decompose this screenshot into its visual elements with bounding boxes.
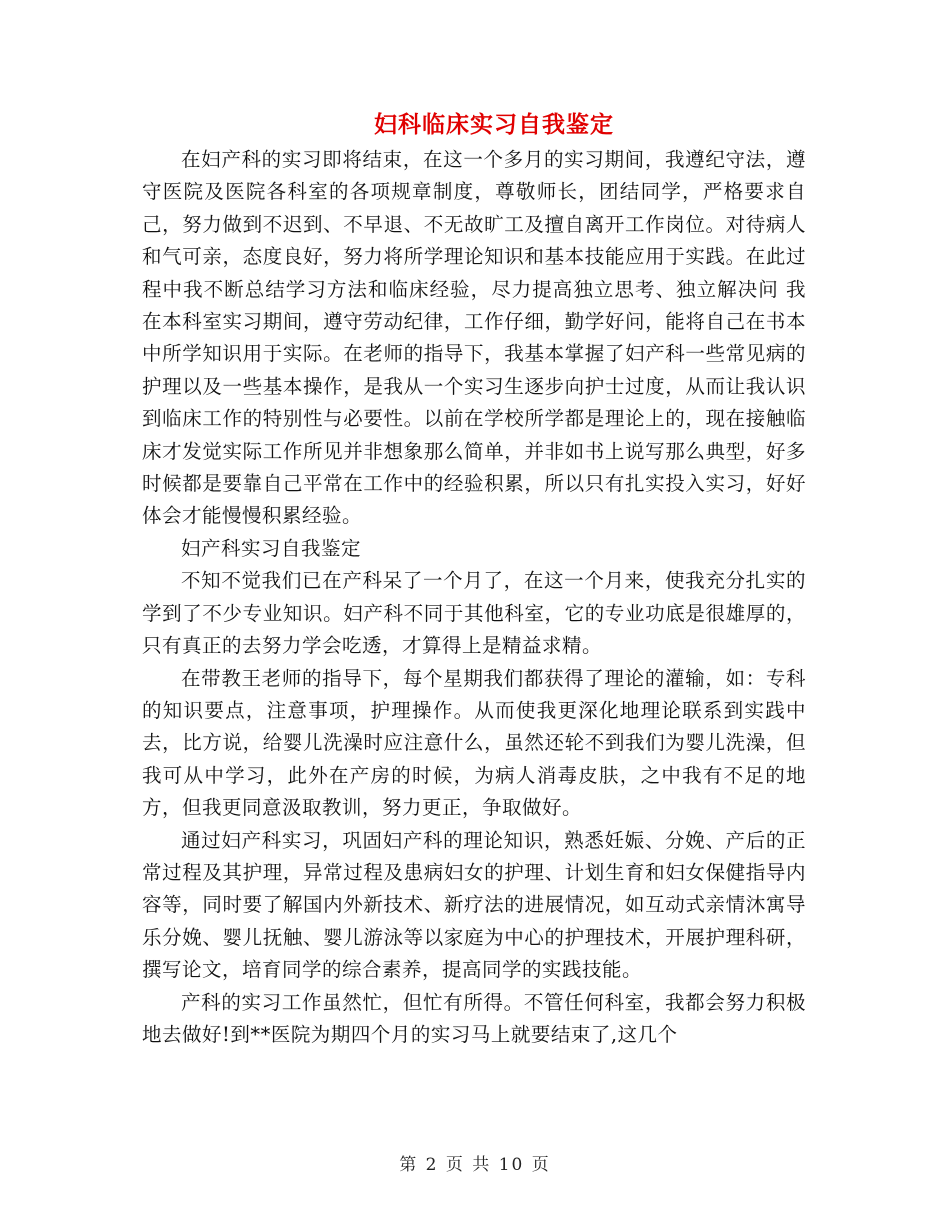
- paragraph-1: 在妇产科的实习即将结束，在这一个多月的实习期间，我遵纪守法，遵守医院及医院各科室的各项规章制度，尊敬师长，团结同学，严格要求自己，努力做到不迟到、不早退、不无故旷工及擅自离开工作岗位。对待病人和气可亲，态度良好，努力将所学理论知识和基本技能应用于实践。在此过程中我不断总结学习方法和临床经验，尽力提高独立思考、独立解决问 我在本科室实习期间，遵守劳动纪律，工作仔细，勤学好问，能将自己在书本中所学知识用于实际。在老师的指导下，我基本掌握了妇产科一些常见病的护理以及一些基本操作，是我从一个实习生逐步向护士过度，从而让我认识到临床工作的特别性与必要性。以前在学校所学都是理论上的，现在接触临床才发觉实际工作所见并非想象那么简单，并非如书上说写那么典型，好多时候都是要靠自己平常在工作中的经验积累，所以只有扎实投入实习，好好体会才能慢慢积累经验。: [142, 148, 806, 528]
- paragraph-2: 不知不觉我们已在产科呆了一个月了，在这一个月来，使我充分扎实的学到了不少专业知识。妇产科不同于其他科室，它的专业功底是很雄厚的，只有真正的去努力学会吃透，才算得上是精益求精。: [142, 569, 806, 658]
- page-number-footer: 第 2 页 共 10 页: [399, 1155, 551, 1175]
- document-title: 妇科临床实习自我鉴定: [374, 111, 614, 138]
- paragraph-3: 在带教王老师的指导下，每个星期我们都获得了理论的灌输，如：专科的知识要点，注意事项，护理操作。从而使我更深化地理论联系到实践中去，比方说，给婴儿洗澡时应注意什么，虽然还轮不到我们为婴儿洗澡，但我可从中学习，此外在产房的时候，为病人消毒皮肤，之中我有不足的地方，但我更同意汲取教训，努力更正，争取做好。: [142, 666, 806, 820]
- paragraph-4: 通过妇产科实习，巩固妇产科的理论知识，熟悉妊娠、分娩、产后的正常过程及其护理，异常过程及患病妇女的护理、计划生育和妇女保健指导内容等，同时要了解国内外新技术、新疗法的进展情况，如互动式亲情沐寓导乐分娩、婴儿抚触、婴儿游泳等以家庭为中心的护理技术，开展护理科研，撰写论文，培育同学的综合素养，提高同学的实践技能。: [142, 828, 806, 982]
- section-heading: 妇产科实习自我鉴定: [181, 536, 362, 560]
- paragraph-5: 产科的实习工作虽然忙，但忙有所得。不管任何科室，我都会努力积极地去做好!到**医院为期四个月的实习马上就要结束了,这几个: [142, 990, 806, 1046]
- document-body: [142, 108, 806, 1051]
